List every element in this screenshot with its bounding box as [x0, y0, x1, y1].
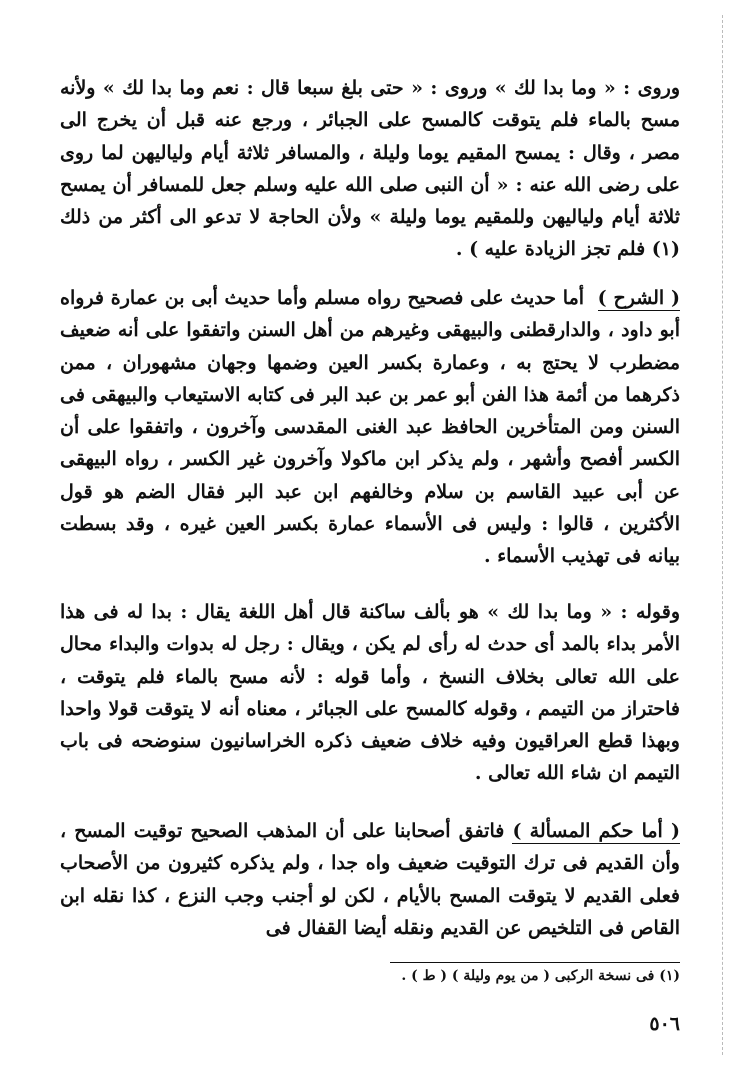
margin-rule — [722, 15, 723, 1055]
commentary-heading: ( الشرح ) — [597, 287, 680, 309]
intro-paragraph — [60, 72, 680, 266]
footnote: (١) فى نسخة الركبى ( من يوم وليلة ) ( ط ) . — [401, 968, 680, 984]
page-number: ٥٠٦ — [649, 1013, 680, 1035]
ruling-text: فاتفق أصحابنا على أن المذهب الصحيح توقيت المسح ، وأن القديم فى ترك التوقيت ضعيف واه جدا ، ولم يذكره كثيرون من الأصحاب فعلى القديم لا يتوقت المسح بالأيام ، لكن لو أجنب وجب النزع ، كذا نقله ابن القاص فى التلخيص عن القديم ونقله أيضا القفال فى — [60, 820, 680, 939]
intro-text: وروى : « وما بدا لك » وروى : « حتى بلغ سبعا قال : نعم وما بدا لك » ولأنه مسح بالماء فلم يتوقت كالمسح على الجبائر ، ورجع عنه قبل أن يخرج الى مصر ، وقال : يمسح المقيم يوما وليلة ، والمسافر ثلاثة أيام ولياليهن لما روى على رضى الله عنه : « أن النبى صلى الله عليه وسلم جعل للمسافر أن يمسح ثلاثة أيام ولياليهن وللمقيم يوما وليلة » ولأن الحاجة لا تدعو الى أكثر من ذلك (١) فلم تجز الزيادة عليه ) . — [60, 77, 680, 261]
ruling-paragraph — [60, 815, 680, 944]
commentary-text: أما حديث على فصحيح رواه مسلم وأما حديث أبى بن عمارة فرواه أبو داود ، والدارقطنى والبيهقى وغيرهم من أهل السنن واتفقوا على أنه ضعيف مضطرب لا يحتج به ، وعمارة بكسر العين وضمها وجهان مشهوران ، ممن ذكرهما من أئمة هذا الفن أبو عمر بن عبد البر فى كتابه الاستيعاب والبيهقى فى السنن ومن المتأخرين الحافظ عبد الغنى المقدسى وآخرون ، واتفقوا على أن الكسر أفصح وأشهر ، ولم يذكر ابن ماكولا وآخرون غير الكسر ، رواه البيهقى عن أبى عبيد القاسم بن سلام وخالفهم ابن عبد البر فقال الضم هو قول الأكثرين ، قالوا : وليس فى الأسماء عمارة بكسر العين غيره ، وقد بسطت بيانه فى تهذيب الأسماء . — [60, 287, 680, 568]
ruling-heading: ( أما حكم المسألة ) — [512, 820, 680, 842]
wording-text: وقوله : « وما بدا لك » هو بألف ساكنة قال أهل اللغة يقال : بدا له فى هذا الأمر بداء بالمد أى حدث له رأى لم يكن ، ويقال : رجل له بدوات والبداء محال على الله تعالى بخلاف النسخ ، وأما قوله : لأنه مسح بالماء فلم يتوقت ، فاحتراز من التيمم ، وقوله كالمسح على الجبائر ، معناه أنه لا يتوقت قولا واحدا وبهذا قطع العراقيون وفيه خلاف ضعيف ذكره الخراسانيون سنوضحه فى باب التيمم ان شاء الله تعالى . — [60, 601, 680, 785]
wording-paragraph — [60, 596, 680, 790]
footnote-divider — [390, 962, 680, 963]
commentary-paragraph — [60, 282, 680, 573]
